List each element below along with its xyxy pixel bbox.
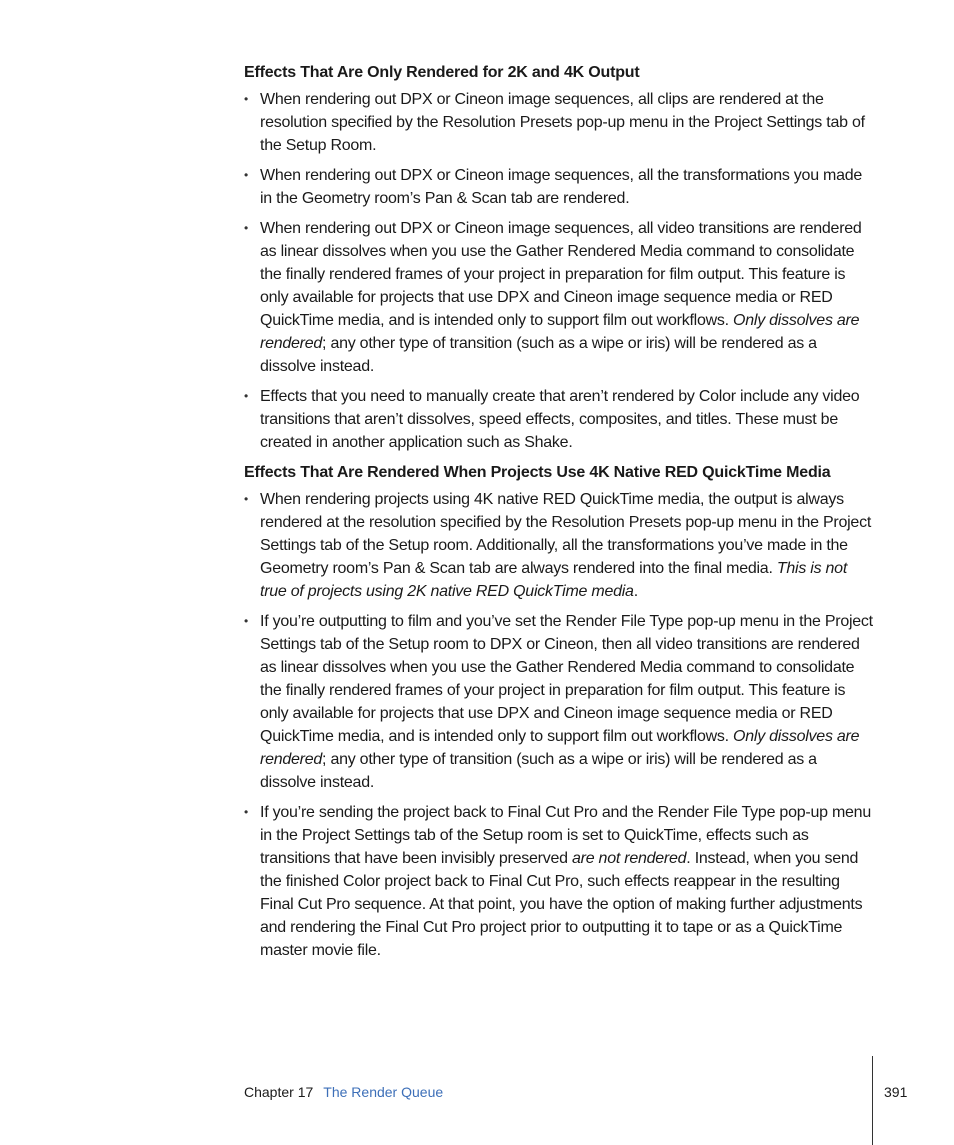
bullet-icon: • bbox=[244, 805, 248, 819]
bullet-icon: • bbox=[244, 92, 248, 106]
list-item: • When rendering out DPX or Cineon image sequences, all clips are rendered at the resolution specified by the Resolution Presets pop-up menu in the Project Settings tab of the Setup Room. bbox=[244, 88, 876, 157]
bullet-list bbox=[244, 88, 876, 454]
section-4k-native-red bbox=[244, 462, 876, 962]
list-item: • If you’re sending the project back to Final Cut Pro and the Render File Type pop-up menu in the Project Settings tab of the Setup room is set to QuickTime, effects such as transitions that have been invisibly preserved are not rendered. Instead, when you send the finished Color project back to Final Cut Pro, such effects reappear in the resulting Final Cut Pro sequence. At that point, you have the option of making further adjustments and rendering the Final Cut Pro project prior to outputting it to tape or as a QuickTime master movie file. bbox=[244, 801, 876, 962]
section-heading: Effects That Are Only Rendered for 2K and 4K Output bbox=[244, 64, 640, 81]
page-content bbox=[244, 62, 876, 969]
bullet-icon: • bbox=[244, 221, 248, 235]
section-2k-4k-output bbox=[244, 62, 876, 454]
chapter-label: Chapter 17 bbox=[244, 1084, 314, 1100]
list-item: • Effects that you need to manually create that aren’t rendered by Color include any video transitions that aren’t dissolves, speed effects, composites, and titles. These must be created in another application such as Shake. bbox=[244, 385, 876, 454]
chapter-title-link[interactable]: The Render Queue bbox=[323, 1084, 444, 1100]
page-footer bbox=[244, 1084, 443, 1100]
bullet-icon: • bbox=[244, 614, 248, 628]
bullet-icon: • bbox=[244, 389, 248, 403]
bullet-icon: • bbox=[244, 492, 248, 506]
list-item: • When rendering projects using 4K native RED QuickTime media, the output is always rendered at the resolution specified by the Resolution Presets pop-up menu in the Project Settings tab of the Setup room. Additionally, all the transformations you’ve made in the Geometry room’s Pan & Scan tab are always rendered into the final media. This is not true of projects using 2K native RED QuickTime media. bbox=[244, 488, 876, 603]
footer-divider bbox=[872, 1056, 873, 1145]
list-item: • When rendering out DPX or Cineon image sequences, all the transformations you made in the Geometry room’s Pan & Scan tab are rendered. bbox=[244, 164, 876, 210]
page-number: 391 bbox=[884, 1084, 908, 1100]
list-item: • If you’re outputting to film and you’ve set the Render File Type pop-up menu in the Project Settings tab of the Setup room to DPX or Cineon, then all video transitions are rendered as linear dissolves when you use the Gather Rendered Media command to consolidate the finally rendered frames of your project in preparation for film output. This feature is only available for projects that use DPX and Cineon image sequence media or RED QuickTime media, and is intended only to support film out workflows. Only dissolves are rendered; any other type of transition (such as a wipe or iris) will be rendered as a dissolve instead. bbox=[244, 610, 876, 794]
bullet-icon: • bbox=[244, 168, 248, 182]
section-heading: Effects That Are Rendered When Projects Use 4K Native RED QuickTime Media bbox=[244, 464, 831, 481]
bullet-list bbox=[244, 488, 876, 962]
list-item: • When rendering out DPX or Cineon image sequences, all video transitions are rendered as linear dissolves when you use the Gather Rendered Media command to consolidate the finally rendered frames of your project in preparation for film output. This feature is only available for projects that use DPX and Cineon image sequence media or RED QuickTime media, and is intended only to support film out workflows. Only dissolves are rendered; any other type of transition (such as a wipe or iris) will be rendered as a dissolve instead. bbox=[244, 217, 876, 378]
